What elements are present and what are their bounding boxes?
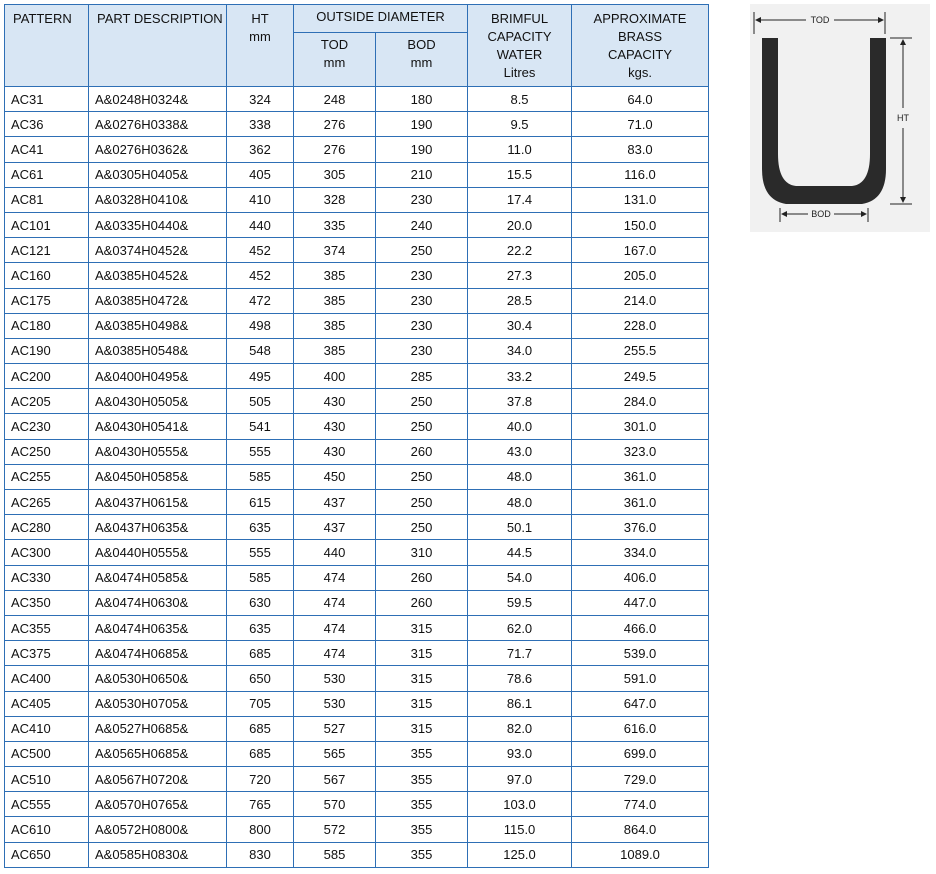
cell-tod: 385 — [294, 313, 376, 338]
table-row — [5, 439, 709, 464]
crucible-diagram — [750, 4, 930, 232]
cell-ht: 685 — [227, 716, 294, 741]
header-tod-unit: mm — [323, 55, 346, 70]
cell-brimful-capacity: 71.7 — [468, 641, 572, 666]
cell-part-description: A&0430H0541& — [89, 414, 227, 439]
cell-pattern: AC230 — [5, 414, 89, 439]
cell-pattern: AC31 — [5, 87, 89, 112]
cell-pattern: AC205 — [5, 389, 89, 414]
cell-brimful-capacity: 37.8 — [468, 389, 572, 414]
cell-part-description: A&0430H0555& — [89, 439, 227, 464]
cell-tod: 585 — [294, 842, 376, 867]
cell-ht: 685 — [227, 641, 294, 666]
cell-part-description: A&0430H0505& — [89, 389, 227, 414]
cell-tod: 530 — [294, 691, 376, 716]
cell-brass-capacity: 131.0 — [572, 187, 709, 212]
cell-bod: 355 — [376, 817, 468, 842]
cell-ht: 830 — [227, 842, 294, 867]
cell-ht: 548 — [227, 338, 294, 363]
table-row — [5, 716, 709, 741]
cell-pattern: AC250 — [5, 439, 89, 464]
header-tod-label: TOD — [320, 37, 349, 52]
cell-brass-capacity: 539.0 — [572, 641, 709, 666]
cell-ht: 705 — [227, 691, 294, 716]
header-brimful-line: BRIMFUL — [490, 11, 549, 26]
cell-bod: 230 — [376, 263, 468, 288]
table-row — [5, 137, 709, 162]
cell-pattern: AC255 — [5, 464, 89, 489]
cell-pattern: AC610 — [5, 817, 89, 842]
cell-pattern: AC410 — [5, 716, 89, 741]
cell-brimful-capacity: 78.6 — [468, 666, 572, 691]
cell-ht: 495 — [227, 364, 294, 389]
cell-tod: 385 — [294, 288, 376, 313]
cell-ht: 635 — [227, 615, 294, 640]
cell-bod: 355 — [376, 767, 468, 792]
cell-brass-capacity: 205.0 — [572, 263, 709, 288]
cell-tod: 450 — [294, 464, 376, 489]
table-row — [5, 741, 709, 766]
table-row — [5, 87, 709, 112]
cell-tod: 570 — [294, 792, 376, 817]
cell-brass-capacity: 150.0 — [572, 212, 709, 237]
cell-ht: 472 — [227, 288, 294, 313]
cell-part-description: A&0385H0472& — [89, 288, 227, 313]
cell-tod: 527 — [294, 716, 376, 741]
header-brass-line: APPROXIMATE — [593, 11, 687, 26]
cell-brimful-capacity: 28.5 — [468, 288, 572, 313]
cell-part-description: A&0385H0498& — [89, 313, 227, 338]
table-row — [5, 666, 709, 691]
cell-bod: 250 — [376, 414, 468, 439]
cell-tod: 530 — [294, 666, 376, 691]
table-row — [5, 389, 709, 414]
header-bod-label: BOD — [407, 37, 436, 52]
cell-pattern: AC350 — [5, 590, 89, 615]
cell-brimful-capacity: 59.5 — [468, 590, 572, 615]
table-row — [5, 238, 709, 263]
cell-brimful-capacity: 27.3 — [468, 263, 572, 288]
cell-tod: 474 — [294, 641, 376, 666]
crucible-spec-table — [4, 4, 709, 868]
cell-ht: 505 — [227, 389, 294, 414]
cell-pattern: AC190 — [5, 338, 89, 363]
cell-brimful-capacity: 125.0 — [468, 842, 572, 867]
cell-ht: 650 — [227, 666, 294, 691]
cell-brass-capacity: 301.0 — [572, 414, 709, 439]
cell-brass-capacity: 214.0 — [572, 288, 709, 313]
cell-brimful-capacity: 115.0 — [468, 817, 572, 842]
cell-pattern: AC265 — [5, 490, 89, 515]
cell-part-description: A&0437H0635& — [89, 515, 227, 540]
cell-brass-capacity: 361.0 — [572, 464, 709, 489]
cell-bod: 250 — [376, 464, 468, 489]
bod-label: BOD — [811, 209, 831, 219]
table-row — [5, 187, 709, 212]
cell-brass-capacity: 406.0 — [572, 565, 709, 590]
cell-brass-capacity: 447.0 — [572, 590, 709, 615]
cell-ht: 765 — [227, 792, 294, 817]
cell-tod: 385 — [294, 263, 376, 288]
cell-part-description: A&0527H0685& — [89, 716, 227, 741]
table-row — [5, 691, 709, 716]
table-row — [5, 767, 709, 792]
cell-bod: 230 — [376, 288, 468, 313]
header-tod — [294, 33, 376, 87]
cell-ht: 452 — [227, 263, 294, 288]
table-row — [5, 792, 709, 817]
cell-pattern: AC36 — [5, 112, 89, 137]
cell-part-description: A&0440H0555& — [89, 540, 227, 565]
cell-brass-capacity: 591.0 — [572, 666, 709, 691]
ht-label: HT — [897, 113, 909, 123]
cell-brimful-capacity: 17.4 — [468, 187, 572, 212]
cell-tod: 430 — [294, 389, 376, 414]
cell-bod: 260 — [376, 590, 468, 615]
cell-brimful-capacity: 48.0 — [468, 490, 572, 515]
cell-bod: 310 — [376, 540, 468, 565]
cell-brass-capacity: 167.0 — [572, 238, 709, 263]
table-row — [5, 641, 709, 666]
cell-tod: 335 — [294, 212, 376, 237]
cell-ht: 410 — [227, 187, 294, 212]
cell-part-description: A&0474H0685& — [89, 641, 227, 666]
cell-brimful-capacity: 11.0 — [468, 137, 572, 162]
cell-ht: 635 — [227, 515, 294, 540]
header-ht-unit: mm — [249, 29, 271, 44]
cell-pattern: AC375 — [5, 641, 89, 666]
cell-brimful-capacity: 30.4 — [468, 313, 572, 338]
header-pattern: PATTERN — [5, 5, 89, 87]
cell-bod: 285 — [376, 364, 468, 389]
cell-brimful-capacity: 8.5 — [468, 87, 572, 112]
cell-tod: 474 — [294, 615, 376, 640]
table-row — [5, 212, 709, 237]
cell-pattern: AC650 — [5, 842, 89, 867]
cell-brimful-capacity: 50.1 — [468, 515, 572, 540]
table-row — [5, 615, 709, 640]
cell-part-description: A&0437H0615& — [89, 490, 227, 515]
cell-tod: 430 — [294, 414, 376, 439]
table-row — [5, 263, 709, 288]
cell-pattern: AC330 — [5, 565, 89, 590]
tod-label: TOD — [810, 15, 830, 25]
cell-bod: 230 — [376, 313, 468, 338]
cell-brass-capacity: 729.0 — [572, 767, 709, 792]
cell-part-description: A&0374H0452& — [89, 238, 227, 263]
cell-pattern: AC280 — [5, 515, 89, 540]
cell-part-description: A&0385H0452& — [89, 263, 227, 288]
table-row — [5, 112, 709, 137]
cell-bod: 315 — [376, 641, 468, 666]
header-brimful-line: Litres — [503, 65, 536, 80]
table-row — [5, 464, 709, 489]
cell-tod: 437 — [294, 515, 376, 540]
table-row — [5, 364, 709, 389]
table-header — [5, 5, 709, 87]
cell-bod: 240 — [376, 212, 468, 237]
table-row — [5, 490, 709, 515]
cell-brimful-capacity: 86.1 — [468, 691, 572, 716]
cell-part-description: A&0474H0635& — [89, 615, 227, 640]
table-row — [5, 414, 709, 439]
cell-tod: 440 — [294, 540, 376, 565]
cell-part-description: A&0570H0765& — [89, 792, 227, 817]
cell-part-description: A&0335H0440& — [89, 212, 227, 237]
cell-pattern: AC180 — [5, 313, 89, 338]
cell-brimful-capacity: 34.0 — [468, 338, 572, 363]
cell-bod: 250 — [376, 515, 468, 540]
cell-part-description: A&0585H0830& — [89, 842, 227, 867]
cell-pattern: AC200 — [5, 364, 89, 389]
cell-brass-capacity: 64.0 — [572, 87, 709, 112]
cell-ht: 720 — [227, 767, 294, 792]
cell-part-description: A&0530H0650& — [89, 666, 227, 691]
cell-brimful-capacity: 9.5 — [468, 112, 572, 137]
cell-brass-capacity: 616.0 — [572, 716, 709, 741]
cell-part-description: A&0276H0338& — [89, 112, 227, 137]
cell-part-description: A&0572H0800& — [89, 817, 227, 842]
cell-part-description: A&0385H0548& — [89, 338, 227, 363]
cell-ht: 324 — [227, 87, 294, 112]
cell-part-description: A&0276H0362& — [89, 137, 227, 162]
header-brass-line: BRASS — [617, 29, 663, 44]
cell-brass-capacity: 255.5 — [572, 338, 709, 363]
header-brass-capacity — [572, 5, 709, 87]
cell-pattern: AC400 — [5, 666, 89, 691]
cell-part-description: A&0400H0495& — [89, 364, 227, 389]
cell-part-description: A&0450H0585& — [89, 464, 227, 489]
cell-brass-capacity: 774.0 — [572, 792, 709, 817]
cell-part-description: A&0530H0705& — [89, 691, 227, 716]
cell-brimful-capacity: 33.2 — [468, 364, 572, 389]
cell-brass-capacity: 361.0 — [572, 490, 709, 515]
cell-bod: 230 — [376, 338, 468, 363]
cell-brimful-capacity: 15.5 — [468, 162, 572, 187]
cell-bod: 260 — [376, 565, 468, 590]
cell-ht: 498 — [227, 313, 294, 338]
cell-brimful-capacity: 97.0 — [468, 767, 572, 792]
cell-bod: 250 — [376, 238, 468, 263]
cell-tod: 385 — [294, 338, 376, 363]
cell-brass-capacity: 334.0 — [572, 540, 709, 565]
cell-bod: 355 — [376, 741, 468, 766]
cell-brass-capacity: 71.0 — [572, 112, 709, 137]
cell-tod: 430 — [294, 439, 376, 464]
cell-ht: 555 — [227, 439, 294, 464]
cell-brimful-capacity: 43.0 — [468, 439, 572, 464]
cell-pattern: AC500 — [5, 741, 89, 766]
cell-brass-capacity: 376.0 — [572, 515, 709, 540]
cell-tod: 276 — [294, 137, 376, 162]
cell-ht: 685 — [227, 741, 294, 766]
header-brimful-line: CAPACITY — [487, 29, 552, 44]
header-ht-label: HT — [251, 11, 269, 26]
cell-bod: 355 — [376, 842, 468, 867]
cell-pattern: AC121 — [5, 238, 89, 263]
cell-ht: 338 — [227, 112, 294, 137]
cell-ht: 585 — [227, 565, 294, 590]
cell-brass-capacity: 864.0 — [572, 817, 709, 842]
header-brass-line: CAPACITY — [607, 47, 673, 62]
cell-brimful-capacity: 48.0 — [468, 464, 572, 489]
cell-ht: 800 — [227, 817, 294, 842]
cell-pattern: AC61 — [5, 162, 89, 187]
header-brass-line: kgs. — [628, 65, 652, 80]
cell-part-description: A&0474H0630& — [89, 590, 227, 615]
table-row — [5, 590, 709, 615]
cell-brimful-capacity: 22.2 — [468, 238, 572, 263]
cell-bod: 315 — [376, 666, 468, 691]
cell-tod: 374 — [294, 238, 376, 263]
cell-part-description: A&0328H0410& — [89, 187, 227, 212]
table-row — [5, 540, 709, 565]
cell-brass-capacity: 647.0 — [572, 691, 709, 716]
cell-bod: 230 — [376, 187, 468, 212]
cell-ht: 362 — [227, 137, 294, 162]
cell-brass-capacity: 323.0 — [572, 439, 709, 464]
cell-bod: 210 — [376, 162, 468, 187]
cell-tod: 572 — [294, 817, 376, 842]
cell-part-description: A&0567H0720& — [89, 767, 227, 792]
cell-ht: 405 — [227, 162, 294, 187]
cell-part-description: A&0248H0324& — [89, 87, 227, 112]
cell-pattern: AC101 — [5, 212, 89, 237]
cell-tod: 565 — [294, 741, 376, 766]
cell-tod: 328 — [294, 187, 376, 212]
cell-ht: 440 — [227, 212, 294, 237]
cell-brimful-capacity: 44.5 — [468, 540, 572, 565]
cell-tod: 276 — [294, 112, 376, 137]
cell-pattern: AC175 — [5, 288, 89, 313]
header-bod-unit: mm — [410, 55, 433, 70]
cell-brass-capacity: 116.0 — [572, 162, 709, 187]
table-row — [5, 162, 709, 187]
cell-part-description: A&0474H0585& — [89, 565, 227, 590]
table-row — [5, 338, 709, 363]
cell-brimful-capacity: 62.0 — [468, 615, 572, 640]
cell-tod: 474 — [294, 590, 376, 615]
cell-brimful-capacity: 93.0 — [468, 741, 572, 766]
cell-brass-capacity: 284.0 — [572, 389, 709, 414]
cell-tod: 474 — [294, 565, 376, 590]
cell-brass-capacity: 466.0 — [572, 615, 709, 640]
table-row — [5, 842, 709, 867]
cell-ht: 630 — [227, 590, 294, 615]
cell-brass-capacity: 699.0 — [572, 741, 709, 766]
cell-bod: 190 — [376, 137, 468, 162]
cell-ht: 615 — [227, 490, 294, 515]
cell-brass-capacity: 1089.0 — [572, 842, 709, 867]
cell-ht: 555 — [227, 540, 294, 565]
cell-pattern: AC355 — [5, 615, 89, 640]
header-brimful-line: WATER — [496, 47, 543, 62]
table-row — [5, 565, 709, 590]
cell-part-description: A&0305H0405& — [89, 162, 227, 187]
cell-brimful-capacity: 40.0 — [468, 414, 572, 439]
table-row — [5, 515, 709, 540]
cell-pattern: AC160 — [5, 263, 89, 288]
cell-pattern: AC555 — [5, 792, 89, 817]
cell-pattern: AC300 — [5, 540, 89, 565]
cell-bod: 250 — [376, 490, 468, 515]
cell-brass-capacity: 249.5 — [572, 364, 709, 389]
header-outside-diameter: OUTSIDE DIAMETER — [294, 5, 468, 33]
cell-pattern: AC41 — [5, 137, 89, 162]
cell-bod: 315 — [376, 716, 468, 741]
cell-bod: 190 — [376, 112, 468, 137]
table-body — [5, 87, 709, 868]
cell-brimful-capacity: 54.0 — [468, 565, 572, 590]
table-row — [5, 313, 709, 338]
cell-tod: 400 — [294, 364, 376, 389]
cell-pattern: AC405 — [5, 691, 89, 716]
cell-bod: 180 — [376, 87, 468, 112]
cell-brimful-capacity: 103.0 — [468, 792, 572, 817]
cell-brimful-capacity: 20.0 — [468, 212, 572, 237]
cell-pattern: AC81 — [5, 187, 89, 212]
cell-bod: 315 — [376, 691, 468, 716]
cell-tod: 567 — [294, 767, 376, 792]
cell-brimful-capacity: 82.0 — [468, 716, 572, 741]
cell-ht: 585 — [227, 464, 294, 489]
header-ht — [227, 5, 294, 87]
cell-brass-capacity: 83.0 — [572, 137, 709, 162]
cell-bod: 315 — [376, 615, 468, 640]
cell-bod: 250 — [376, 389, 468, 414]
cell-tod: 305 — [294, 162, 376, 187]
cell-tod: 437 — [294, 490, 376, 515]
table-row — [5, 817, 709, 842]
cell-ht: 452 — [227, 238, 294, 263]
header-bod — [376, 33, 468, 87]
table-row — [5, 288, 709, 313]
cell-bod: 355 — [376, 792, 468, 817]
cell-brass-capacity: 228.0 — [572, 313, 709, 338]
cell-ht: 541 — [227, 414, 294, 439]
header-brimful-capacity — [468, 5, 572, 87]
cell-bod: 260 — [376, 439, 468, 464]
cell-pattern: AC510 — [5, 767, 89, 792]
cell-tod: 248 — [294, 87, 376, 112]
header-part-description: PART DESCRIPTION — [89, 5, 227, 87]
cell-part-description: A&0565H0685& — [89, 741, 227, 766]
